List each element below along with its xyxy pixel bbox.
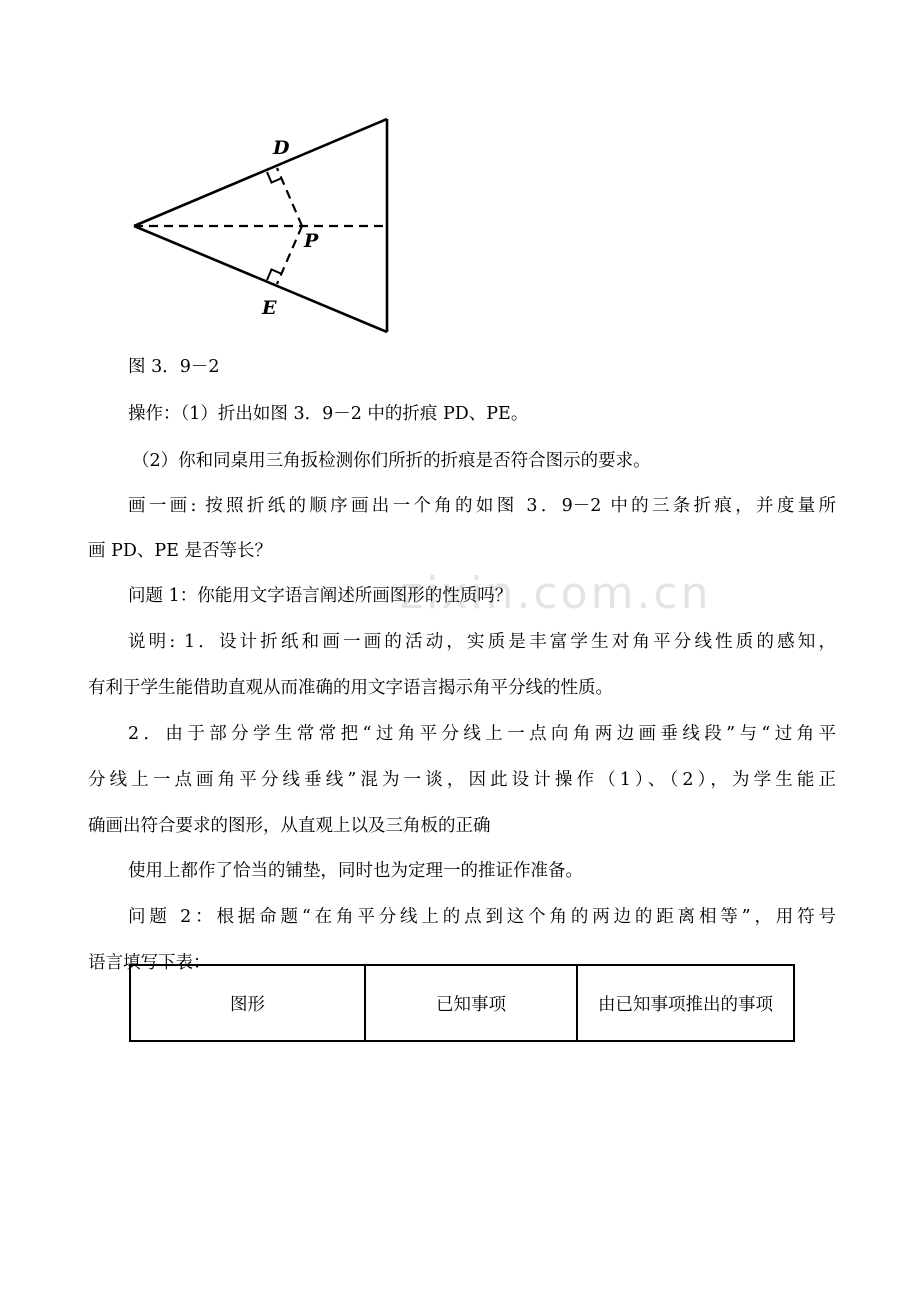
question-1: 问题 1：你能用文字语言阐述所画图形的性质吗？ xyxy=(128,586,513,606)
operation-2: （2）你和同桌用三角扳检测你们所折的折痕是否符合图示的要求。 xyxy=(132,451,651,471)
figure-svg xyxy=(126,112,396,340)
question-2-line-2: 语言填写下表： xyxy=(88,953,211,973)
lower-side xyxy=(134,226,387,332)
draw-text-line-2: 画 PD、PE 是否等长？ xyxy=(88,541,272,561)
crease-pe xyxy=(277,226,302,284)
fill-in-table xyxy=(129,964,795,1042)
right-angle-mark-d xyxy=(267,172,282,183)
label-p: P xyxy=(304,230,319,252)
table-header-known: 已知事项 xyxy=(365,965,577,1041)
label-d: D xyxy=(273,137,290,159)
table-header-derived: 由已知事项推出的事项 xyxy=(577,965,794,1041)
question-2-line-1: 问题 2：根据命题“在角平分线上的点到这个角的两边的距离相等”，用符号 xyxy=(128,907,836,927)
table-header-figure: 图形 xyxy=(130,965,365,1041)
watermark: zixin.com.cn xyxy=(400,568,712,619)
note-1-line-1: 说明: 1．设计折纸和画一画的活动，实质是丰富学生对角平分线性质的感知， xyxy=(128,632,836,652)
angle-bisector-figure xyxy=(126,112,396,340)
note-1-line-2: 有利于学生能借助直观从而准确的用文字语言揭示角平分线的性质。 xyxy=(88,678,613,698)
label-e: E xyxy=(262,297,277,319)
crease-pd xyxy=(277,168,302,226)
note-2-line-2: 分线上一点画角平分线垂线”混为一谈，因此设计操作（1）、（2），为学生能正 xyxy=(88,770,836,790)
note-2-line-3: 确画出符合要求的图形，从直观上以及三角板的正确 xyxy=(88,816,491,836)
operation-1: 操作：（1）折出如图 3．9－2 中的折痕 PD、PE。 xyxy=(128,404,529,424)
figure-caption: 图 3．9－2 xyxy=(128,357,220,377)
upper-side xyxy=(134,119,387,226)
draw-text-line-1: 画一画: 按照折纸的顺序画出一个角的如图 3．9－2 中的三条折痕，并度量所 xyxy=(128,496,836,516)
table-header-row xyxy=(130,965,794,1041)
right-angle-mark-e xyxy=(267,270,282,281)
note-2-line-4: 使用上都作了恰当的铺垫，同时也为定理一的推证作准备。 xyxy=(128,861,583,881)
note-2-line-1: 2．由于部分学生常常把“过角平分线上一点向角两边画垂线段”与“过角平 xyxy=(128,724,836,744)
